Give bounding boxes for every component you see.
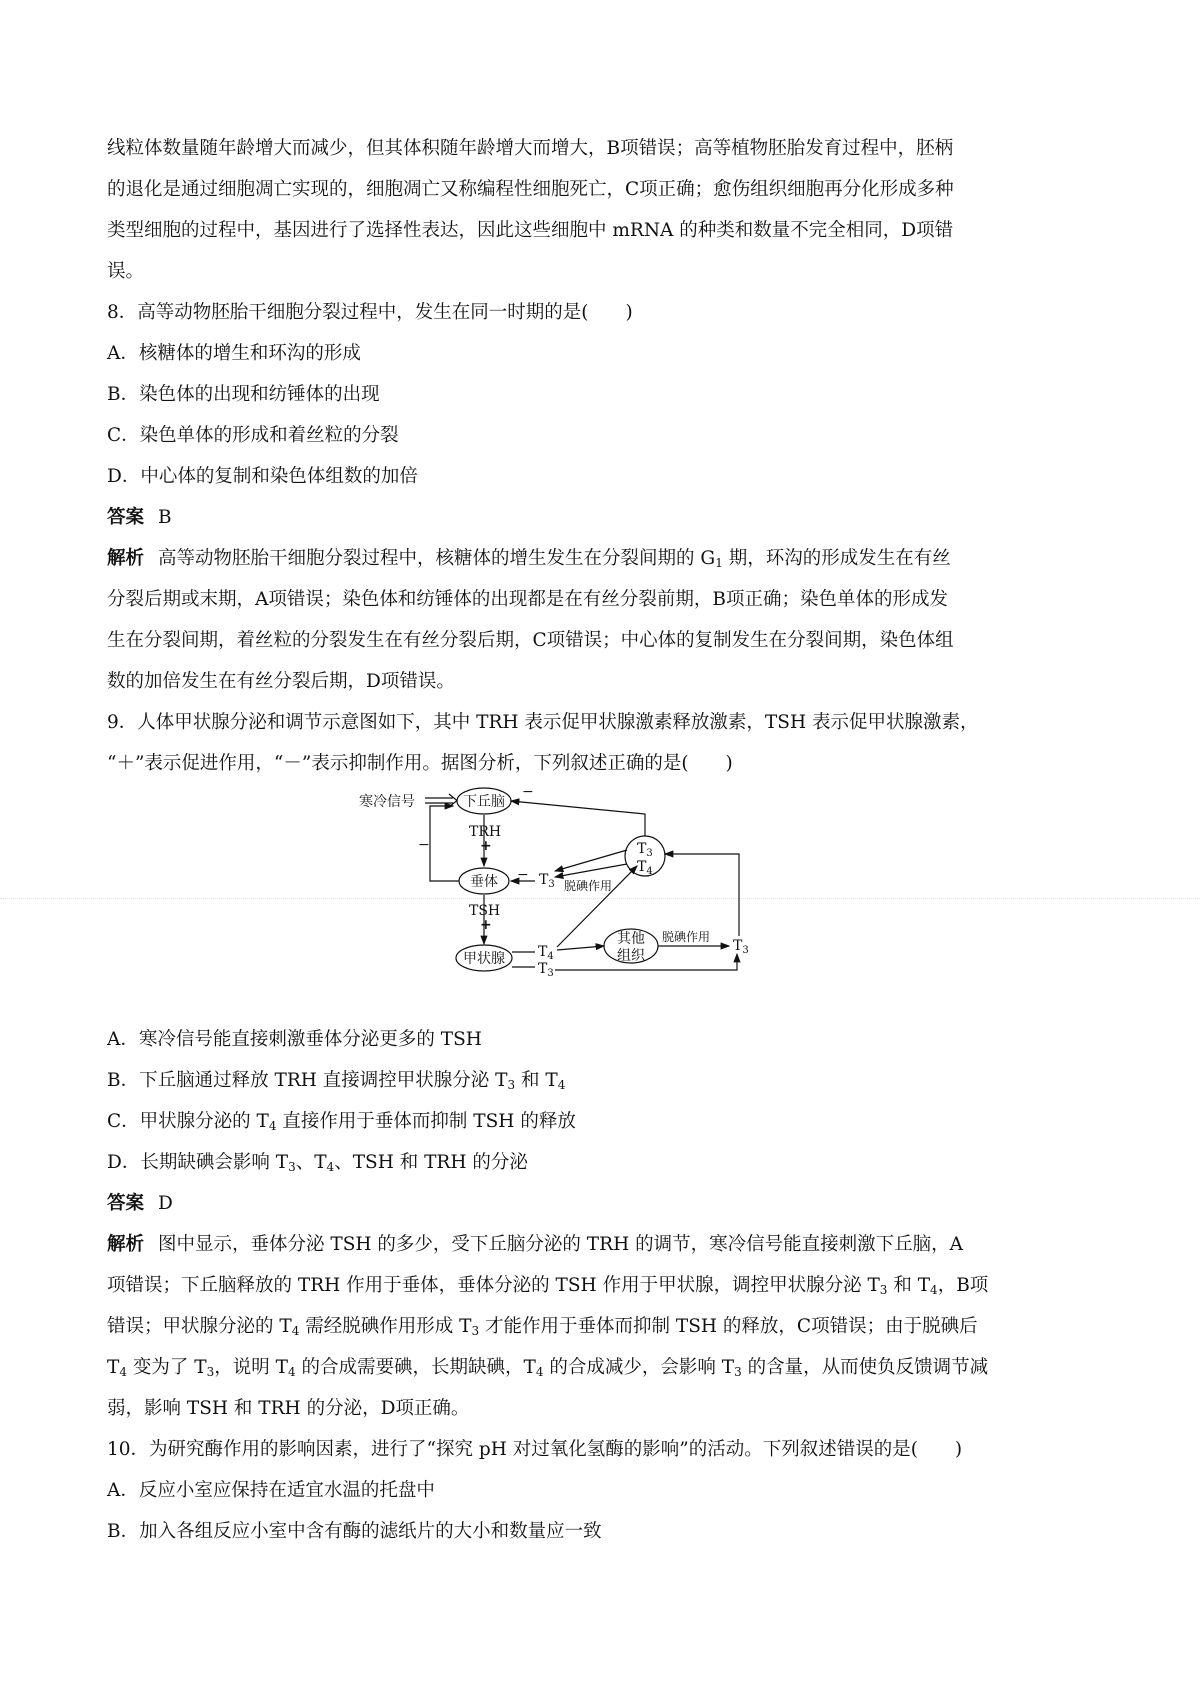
subscript: 3 xyxy=(471,1324,480,1338)
other-tissues-label: 其他 xyxy=(617,931,645,947)
t3-label: $T_3$ xyxy=(538,961,554,979)
cold-signal-label: 寒冷信号 xyxy=(359,794,415,810)
option-a: A．寒冷信号能直接刺激垂体分泌更多的 TSH xyxy=(107,1029,482,1050)
text-line: 误。 xyxy=(107,261,145,282)
option-a: A．核糖体的增生和环沟的形成 xyxy=(107,343,361,364)
t3-label: $T_3$ xyxy=(733,938,749,956)
subscript: 4 xyxy=(930,1283,938,1297)
plus-sign: + xyxy=(480,838,492,854)
question-10 xyxy=(107,1429,1097,1552)
text-run: 的合成减少，会影响 T xyxy=(543,1357,735,1378)
text-run: 直接作用于垂体而抑制 TSH 的释放 xyxy=(276,1111,576,1132)
answer-value: D xyxy=(158,1193,173,1214)
text-run: 错误；甲状腺分泌的 T xyxy=(107,1316,292,1337)
question-8 xyxy=(107,292,1097,702)
previous-explanation xyxy=(107,128,1097,292)
text-run: 和 T xyxy=(515,1070,558,1091)
subscript: 4 xyxy=(291,1324,300,1338)
explanation-label: 解析 xyxy=(107,1234,145,1255)
answer-label: 答案 xyxy=(107,507,145,528)
text-run: T xyxy=(107,1357,120,1378)
text-run: 和 T xyxy=(887,1275,931,1296)
question-stem: 9．人体甲状腺分泌和调节示意图如下，其中 TRH 表示促甲状腺激素释放激素，TSH 表示促甲状腺激素， xyxy=(107,712,979,733)
subscript: 3 xyxy=(206,1365,215,1379)
explanation-line xyxy=(107,1306,1097,1347)
option-c: C．染色单体的形成和着丝粒的分裂 xyxy=(107,425,399,446)
subscript: 4 xyxy=(326,1160,335,1174)
t4-label: $T_4$ xyxy=(637,859,653,877)
pituitary-label: 垂体 xyxy=(470,874,498,890)
deiodination-label: 脱碘作用 xyxy=(662,930,711,944)
subscript: 4 xyxy=(535,1365,544,1379)
text-line: 线粒体数量随年龄增大而减少，但其体积随年龄增大而增大，B项错误；高等植物胚胎发育过程中，胚柄 xyxy=(107,138,954,159)
text-run: B．下丘脑通过释放 TRH 直接调控甲状腺分泌 T xyxy=(107,1070,508,1091)
explanation-line xyxy=(107,538,1097,579)
subscript: 4 xyxy=(287,1365,296,1379)
subscript: 3 xyxy=(879,1283,888,1297)
thyroid-regulation-diagram xyxy=(107,784,1097,1019)
hypothalamus-label: 下丘脑 xyxy=(463,794,505,810)
text-run: 期，环沟的形成发生在有丝 xyxy=(722,548,951,569)
explanation-line: 弱，影响 TSH 和 TRH 的分泌，D项正确。 xyxy=(107,1398,470,1419)
text-run: 的合成需要碘，长期缺碘，T xyxy=(295,1357,536,1378)
minus-sign: − xyxy=(418,837,430,853)
thyroid-label: 甲状腺 xyxy=(463,951,505,967)
text-run: 、T xyxy=(295,1152,327,1173)
explanation-line: 分裂后期或末期，A项错误；染色体和纺锤体的出现都是在有丝分裂前期，B项正确；染色单体的形成发 xyxy=(107,589,948,610)
subscript: 4 xyxy=(119,1365,127,1379)
other-tissues-label: 组织 xyxy=(617,948,645,964)
document-page xyxy=(107,128,1097,1552)
option-b xyxy=(107,1060,1097,1101)
text-run: 的含量，从而使负反馈调节减 xyxy=(741,1357,989,1378)
question-stem: 10．为研究酶作用的影响因素，进行了“探究 pH 对过氧化氢酶的影响”的活动。下列叙述错误的是( ) xyxy=(107,1439,963,1460)
subscript: 3 xyxy=(507,1078,516,1092)
tsh-label: TSH xyxy=(469,903,501,919)
option-c xyxy=(107,1101,1097,1142)
minus-sign: − xyxy=(517,867,529,883)
question-9 xyxy=(107,702,1097,1429)
text-run: ，B项 xyxy=(937,1275,989,1296)
text-run: 项错误；下丘脑释放的 TRH 作用于垂体，垂体分泌的 TSH 作用于甲状腺，调控甲状腺分泌 T xyxy=(107,1275,880,1296)
subscript: 3 xyxy=(288,1160,296,1174)
explanation-label: 解析 xyxy=(107,548,145,569)
question-stem: 8．高等动物胚胎干细胞分裂过程中，发生在同一时期的是( ) xyxy=(107,302,633,323)
subscript: 3 xyxy=(734,1365,742,1379)
text-run: 图中显示，垂体分泌 TSH 的多少，受下丘脑分泌的 TRH 的调节，寒冷信号能直接刺激下丘脑，A xyxy=(158,1234,963,1255)
subscript: 4 xyxy=(268,1119,277,1133)
explanation-line: 生在分裂间期，着丝粒的分裂发生在有丝分裂后期，C项错误；中心体的复制发生在分裂间期，染色体组 xyxy=(107,630,954,651)
option-b: B．染色体的出现和纺锤体的出现 xyxy=(107,384,380,405)
explanation-line: 数的加倍发生在有丝分裂后期，D项错误。 xyxy=(107,671,455,692)
explanation-line xyxy=(107,1265,1097,1306)
option-a: A．反应小室应保持在适宜水温的托盘中 xyxy=(107,1480,435,1501)
answer-line xyxy=(107,497,1097,538)
explanation-line xyxy=(107,1347,1097,1388)
question-stem: “＋”表示促进作用，“－”表示抑制作用。据图分析，下列叙述正确的是( ) xyxy=(107,753,733,774)
subscript: 1 xyxy=(715,556,723,570)
text-run: D．长期缺碘会影响 T xyxy=(107,1152,289,1173)
text-line: 类型细胞的过程中，基因进行了选择性表达，因此这些细胞中 mRNA 的种类和数量不完全相同，D项错 xyxy=(107,220,954,241)
answer-value: B xyxy=(158,507,172,528)
t4-label: $T_4$ xyxy=(538,944,554,962)
answer-label: 答案 xyxy=(107,1193,145,1214)
t3-label: $T_3$ xyxy=(637,841,653,859)
explanation-line xyxy=(107,1224,1097,1265)
answer-line xyxy=(107,1183,1097,1224)
deiodination-label: 脱碘作用 xyxy=(564,879,613,893)
option-d xyxy=(107,1142,1097,1183)
text-line: 的退化是通过细胞凋亡实现的，细胞凋亡又称编程性细胞死亡，C项正确；愈伤组织细胞再分化形成多种 xyxy=(107,179,954,200)
text-run: 高等动物胚胎干细胞分裂过程中，核糖体的增生发生在分裂间期的 G xyxy=(158,548,716,569)
subscript: 4 xyxy=(557,1078,566,1092)
plus-sign: + xyxy=(480,917,492,933)
option-b: B．加入各组反应小室中含有酶的滤纸片的大小和数量应一致 xyxy=(107,1521,602,1542)
text-run: 需经脱碘作用形成 T xyxy=(299,1316,472,1337)
option-d: D．中心体的复制和染色体组数的加倍 xyxy=(107,466,418,487)
text-run: ，说明 T xyxy=(214,1357,288,1378)
text-run: 、TSH 和 TRH 的分泌 xyxy=(334,1152,528,1173)
trh-label: TRH xyxy=(469,824,502,840)
t3-label: $T_3$ xyxy=(539,872,555,890)
minus-sign: − xyxy=(522,784,534,800)
text-run: 变为了 T xyxy=(126,1357,207,1378)
text-run: C．甲状腺分泌的 T xyxy=(107,1111,269,1132)
text-run: 才能作用于垂体而抑制 TSH 的释放，C项错误；由于脱碘后 xyxy=(479,1316,978,1337)
